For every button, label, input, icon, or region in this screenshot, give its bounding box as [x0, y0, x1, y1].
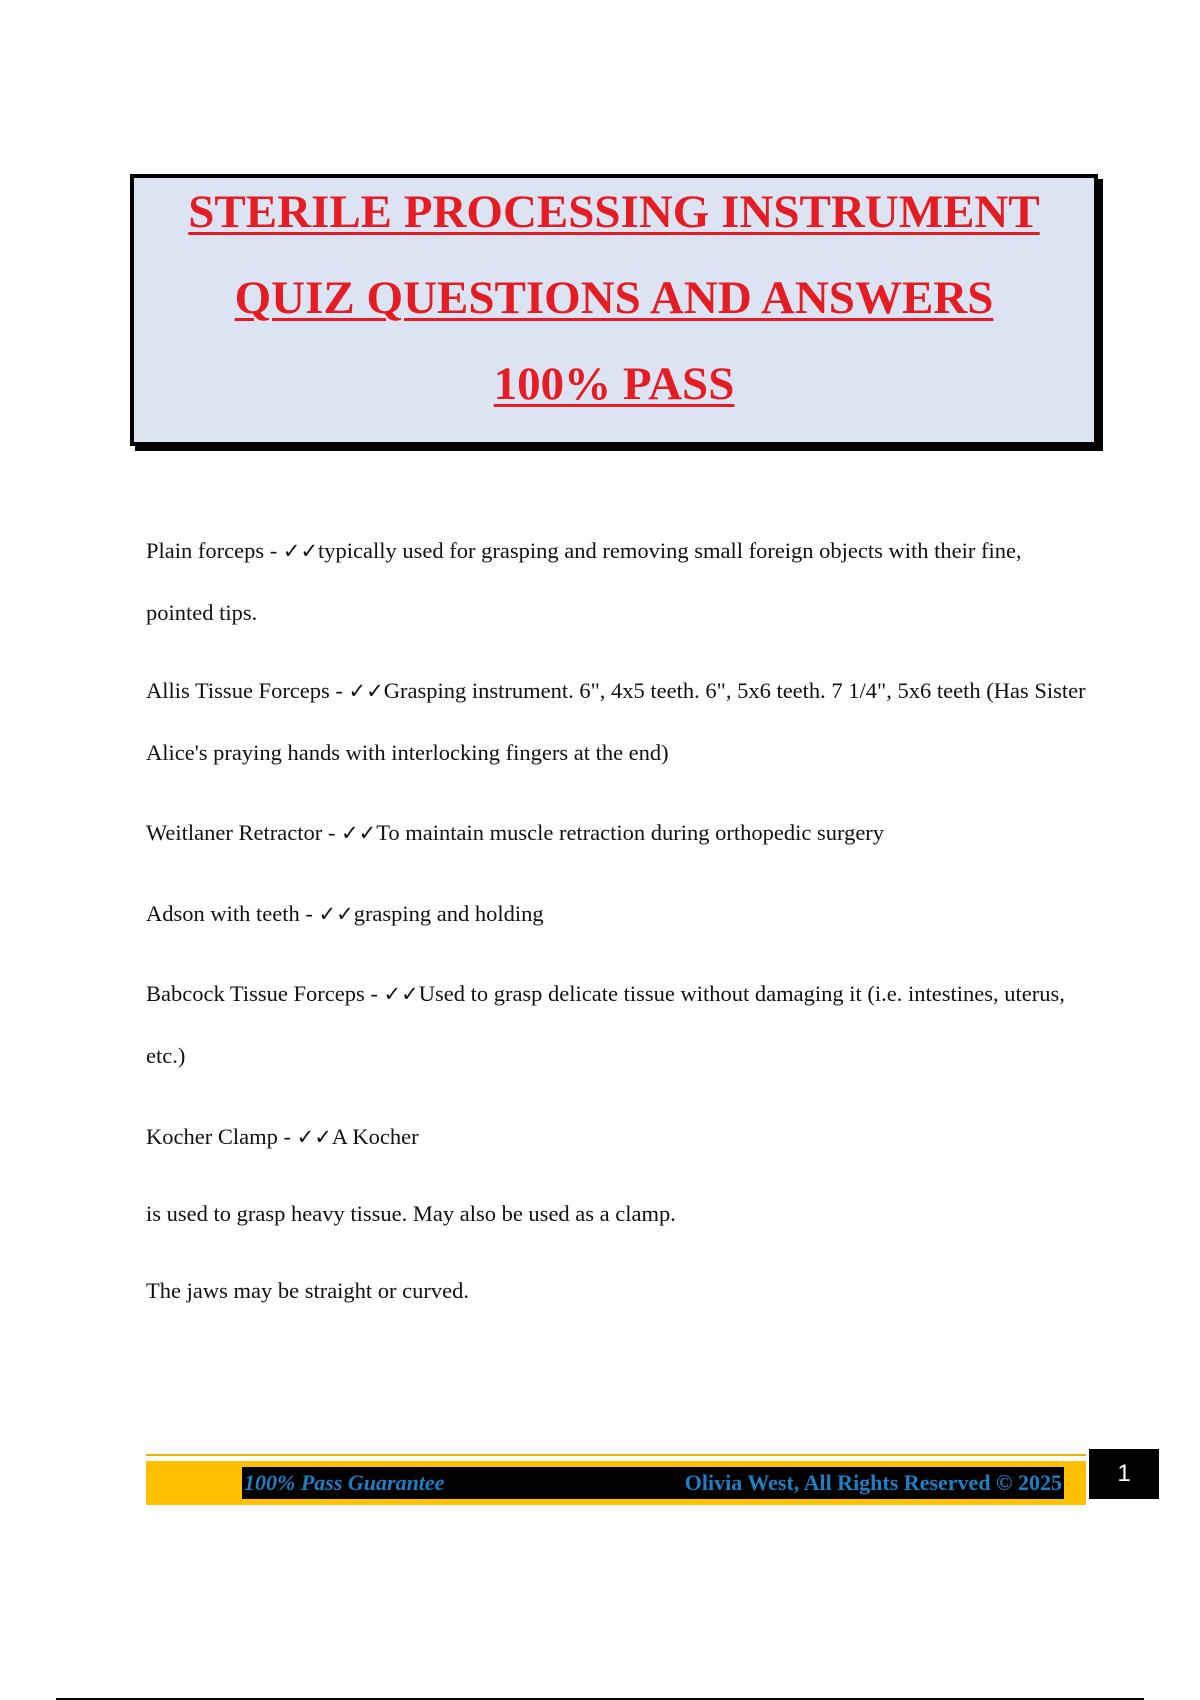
- page-number: 1: [1089, 1449, 1159, 1499]
- qa-term: Kocher Clamp: [146, 1124, 278, 1149]
- qa-continuation-line: The jaws may be straight or curved.: [146, 1278, 470, 1303]
- footer-copyright-text: Olivia West, All Rights Reserved © 2025: [684, 1470, 1062, 1495]
- qa-entry-allis-tissue-forceps: [146, 660, 1086, 783]
- qa-answer: grasping and holding: [353, 901, 544, 926]
- qa-term: Babcock Tissue Forceps: [146, 981, 365, 1006]
- qa-entry-adson-with-teeth: [146, 883, 1086, 945]
- qa-separator: -: [277, 1124, 297, 1149]
- qa-term: Plain forceps: [146, 538, 265, 563]
- double-check-icon: ✓✓: [282, 539, 319, 563]
- qa-answer: A Kocher: [331, 1124, 419, 1149]
- qa-entry-babcock-tissue-forceps: [146, 963, 1086, 1086]
- qa-separator: -: [364, 981, 384, 1006]
- qa-answer: To maintain muscle retraction during orthopedic surgery: [376, 820, 885, 845]
- double-check-icon: ✓✓: [348, 679, 384, 703]
- title-line-3: 100% PASS: [493, 358, 735, 410]
- double-check-icon: ✓✓: [296, 1125, 332, 1149]
- qa-answer: Grasping instrument. 6", 4x5 teeth. 6", 5x6 teeth. 7 1/4", 5x6 teeth (Has Sister Alice's praying hands with interlocking fingers at the end): [146, 678, 1086, 765]
- qa-entry-plain-forceps: [146, 520, 1086, 643]
- qa-separator: -: [264, 538, 283, 563]
- footer-rule: [146, 1454, 1086, 1456]
- qa-answer: Used to grasp delicate tissue without damaging it (i.e. intestines, uterus, etc.): [146, 981, 1065, 1068]
- qa-separator: -: [299, 901, 319, 926]
- page-footer: [146, 1454, 1086, 1504]
- double-check-icon: ✓✓: [318, 902, 354, 926]
- qa-term: Adson with teeth: [146, 901, 300, 926]
- qa-answer: typically used for grasping and removing small foreign objects with their fine, pointed tips.: [146, 538, 1022, 625]
- qa-entry-weitlaner-retractor: [146, 802, 1086, 864]
- qa-term: Allis Tissue Forceps: [146, 678, 330, 703]
- double-check-icon: ✓✓: [340, 821, 377, 845]
- qa-term: Weitlaner Retractor: [146, 820, 323, 845]
- footer-guarantee-text: 100% Pass Guarantee: [244, 1470, 445, 1495]
- qa-continuation-line: is used to grasp heavy tissue. May also be used as a clamp.: [146, 1201, 676, 1226]
- title-line-1: STERILE PROCESSING INSTRUMENT: [188, 186, 1040, 238]
- double-check-icon: ✓✓: [383, 982, 419, 1006]
- title-box: [130, 174, 1098, 446]
- qa-separator: -: [329, 678, 349, 703]
- qa-entry-kocher-clamp: [146, 1106, 1086, 1168]
- qa-separator: -: [322, 820, 341, 845]
- title-line-2: QUIZ QUESTIONS AND ANSWERS: [234, 272, 994, 324]
